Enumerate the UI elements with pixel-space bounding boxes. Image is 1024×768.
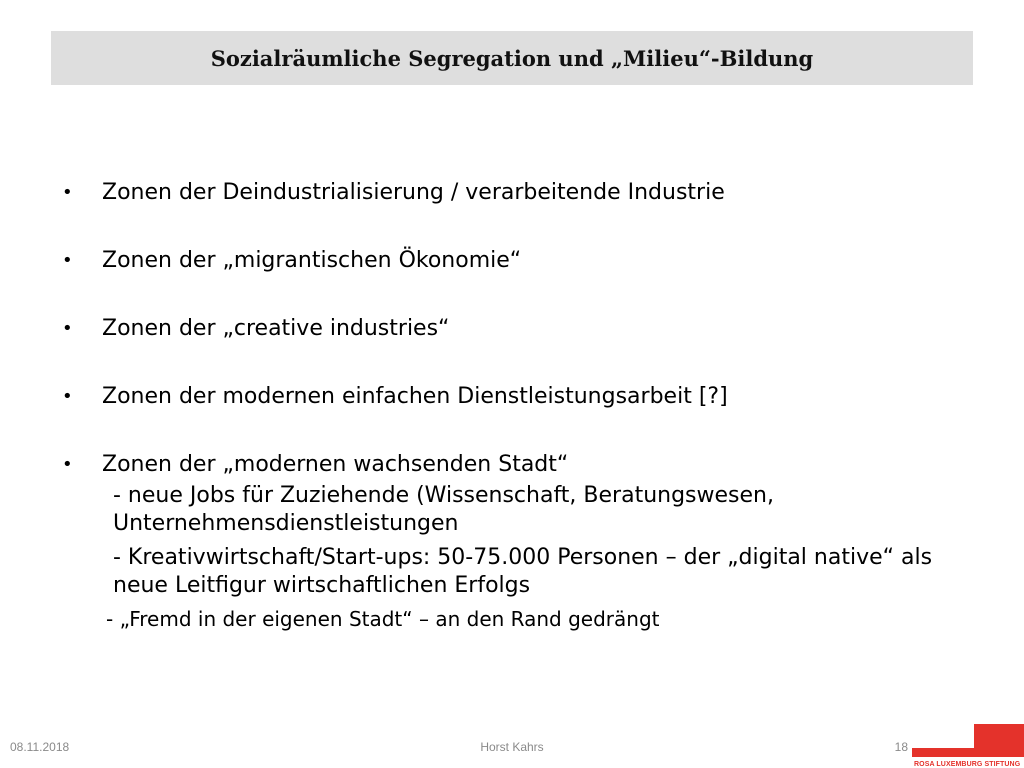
bullet-text: Zonen der „migrantischen Ökonomie“: [102, 248, 522, 273]
bullet-item: [60, 246, 960, 276]
bullet-icon: •: [62, 182, 73, 203]
slide-title-bar: [51, 31, 973, 85]
bullet-item: [60, 450, 960, 480]
footer-author: Horst Kahrs: [480, 740, 544, 754]
logo-notch: [912, 724, 974, 748]
sub-item: - „Fremd in der eigenen Stadt“ – an den Rand gedrängt: [106, 607, 660, 631]
bullet-icon: •: [62, 250, 73, 271]
bullet-text: Zonen der Deindustrialisierung / verarbeitende Industrie: [102, 180, 725, 205]
bullet-item: [60, 178, 960, 208]
page-number: 18: [894, 740, 908, 754]
bullet-item: [60, 382, 960, 412]
bullet-icon: •: [62, 454, 73, 475]
footer-date: 08.11.2018: [10, 740, 70, 754]
bullet-icon: •: [62, 386, 73, 407]
logo-text: ROSA LUXEMBURG STIFTUNG: [914, 761, 1021, 768]
slide-content: [60, 178, 960, 638]
sub-item: - Kreativwirtschaft/Start-ups: 50-75.000 Personen – der „digital native“ als neue Leitfigur wirtschaftlichen Erfolgs: [113, 545, 933, 598]
sub-item: - neue Jobs für Zuziehende (Wissenschaft, Beratungswesen, Unternehmensdienstleistungen: [113, 483, 774, 536]
slide-title: Sozialräumliche Segregation und „Milieu“-Bildung: [210, 45, 814, 71]
rosa-luxemburg-stiftung-logo: [912, 724, 1024, 768]
bullet-text: Zonen der modernen einfachen Dienstleistungsarbeit [?]: [102, 384, 728, 409]
bullet-icon: •: [62, 318, 73, 339]
bullet-text: Zonen der „modernen wachsenden Stadt“: [102, 452, 569, 477]
bullet-text: Zonen der „creative industries“: [102, 316, 450, 341]
bullet-item: [60, 314, 960, 344]
